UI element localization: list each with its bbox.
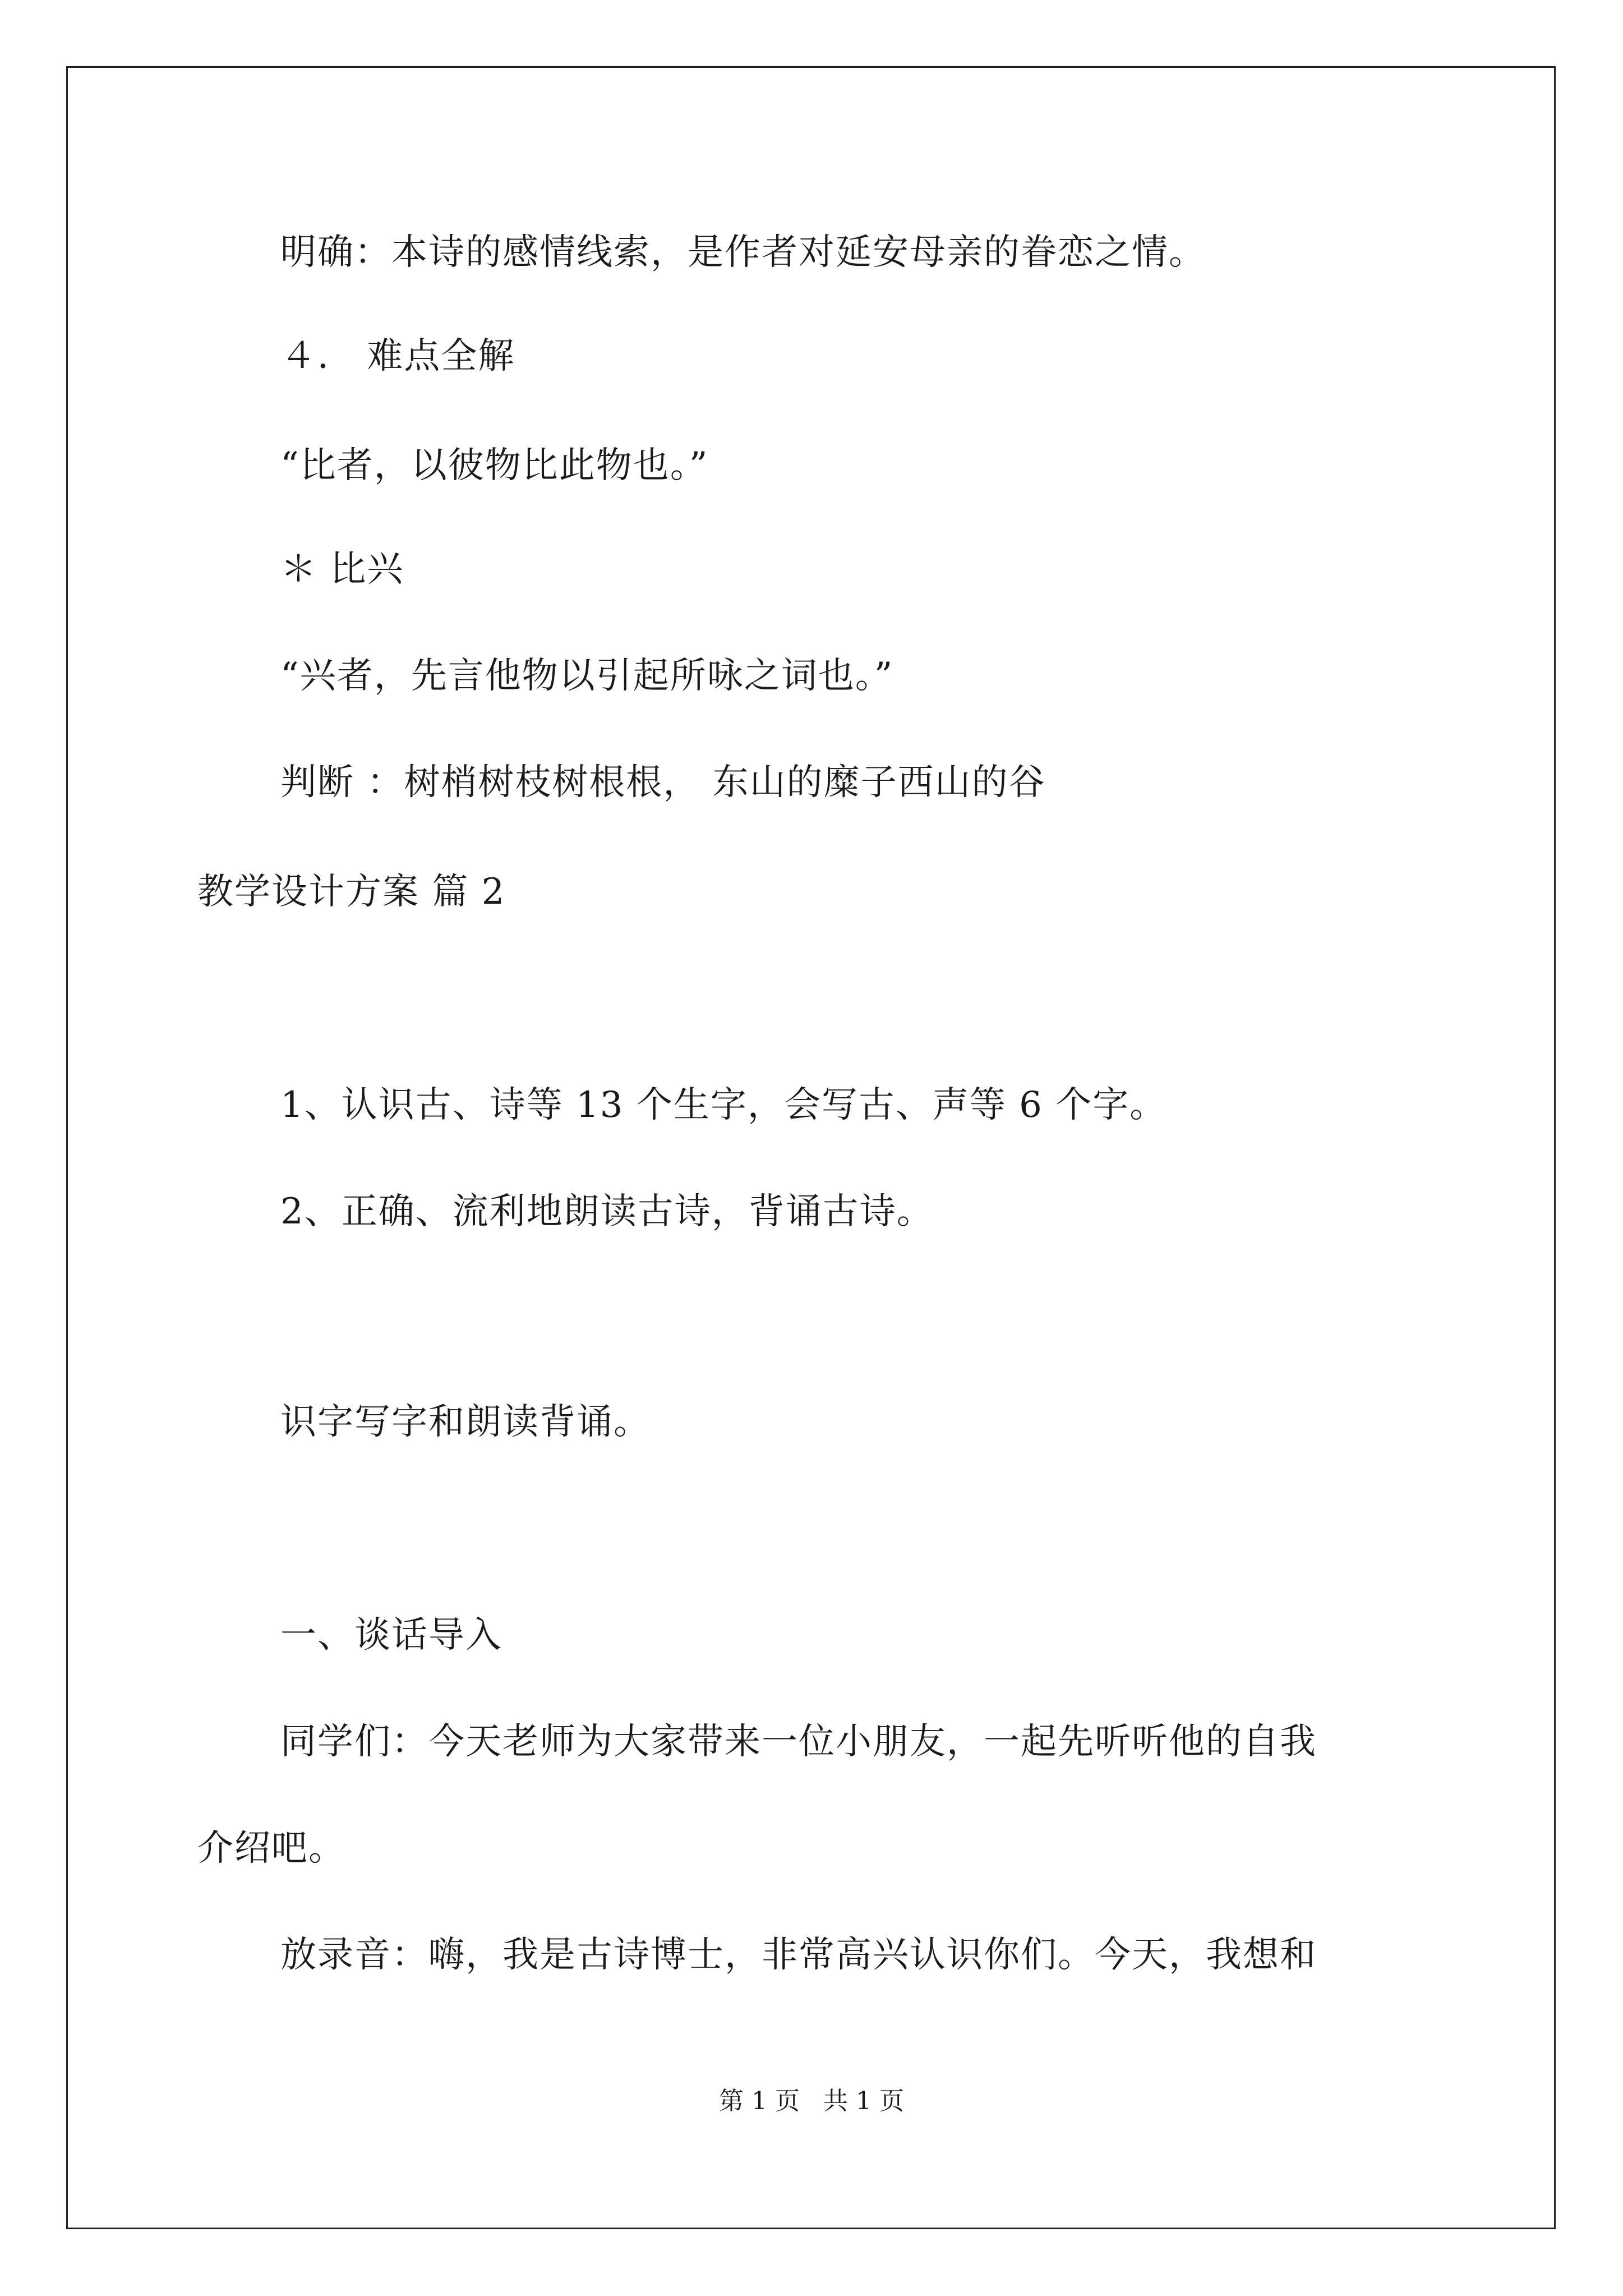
page-footer: 第 1 页 共 1 页: [719, 2087, 904, 2115]
section-heading: ４． 难点全解: [280, 335, 515, 377]
section-title: 教学设计方案 篇 2: [197, 871, 506, 913]
list-item: 2、正确、流利地朗读古诗，背诵古诗。: [280, 1191, 934, 1232]
quote-line: “兴者，先言他物以引起所咏之词也。”: [280, 655, 894, 697]
text-line: 同学们：今天老师为大家带来一位小朋友，一起先听听他的自我: [280, 1721, 1317, 1763]
list-item: 1、认识古、诗等 13 个生字，会写古、声等 6 个字。: [280, 1084, 1167, 1126]
quote-line: “比者，以彼物比此物也。”: [280, 445, 709, 486]
page-border: [66, 66, 1556, 2229]
text-line: 介绍吧。: [197, 1828, 345, 1869]
text-line: 明确：本诗的感情线索，是作者对延安母亲的眷恋之情。: [280, 232, 1206, 273]
section-heading: 一、谈话导入: [280, 1614, 502, 1656]
text-line: ＊ 比兴: [280, 549, 404, 590]
text-line: 放录音：嗨，我是古诗博士，非常高兴认识你们。今天，我想和: [280, 1934, 1317, 1976]
text-line: 判断 ：树梢树枝树根根， 东山的糜子西山的谷: [280, 762, 1046, 803]
text-line: 识字写字和朗读背诵。: [280, 1401, 651, 1443]
